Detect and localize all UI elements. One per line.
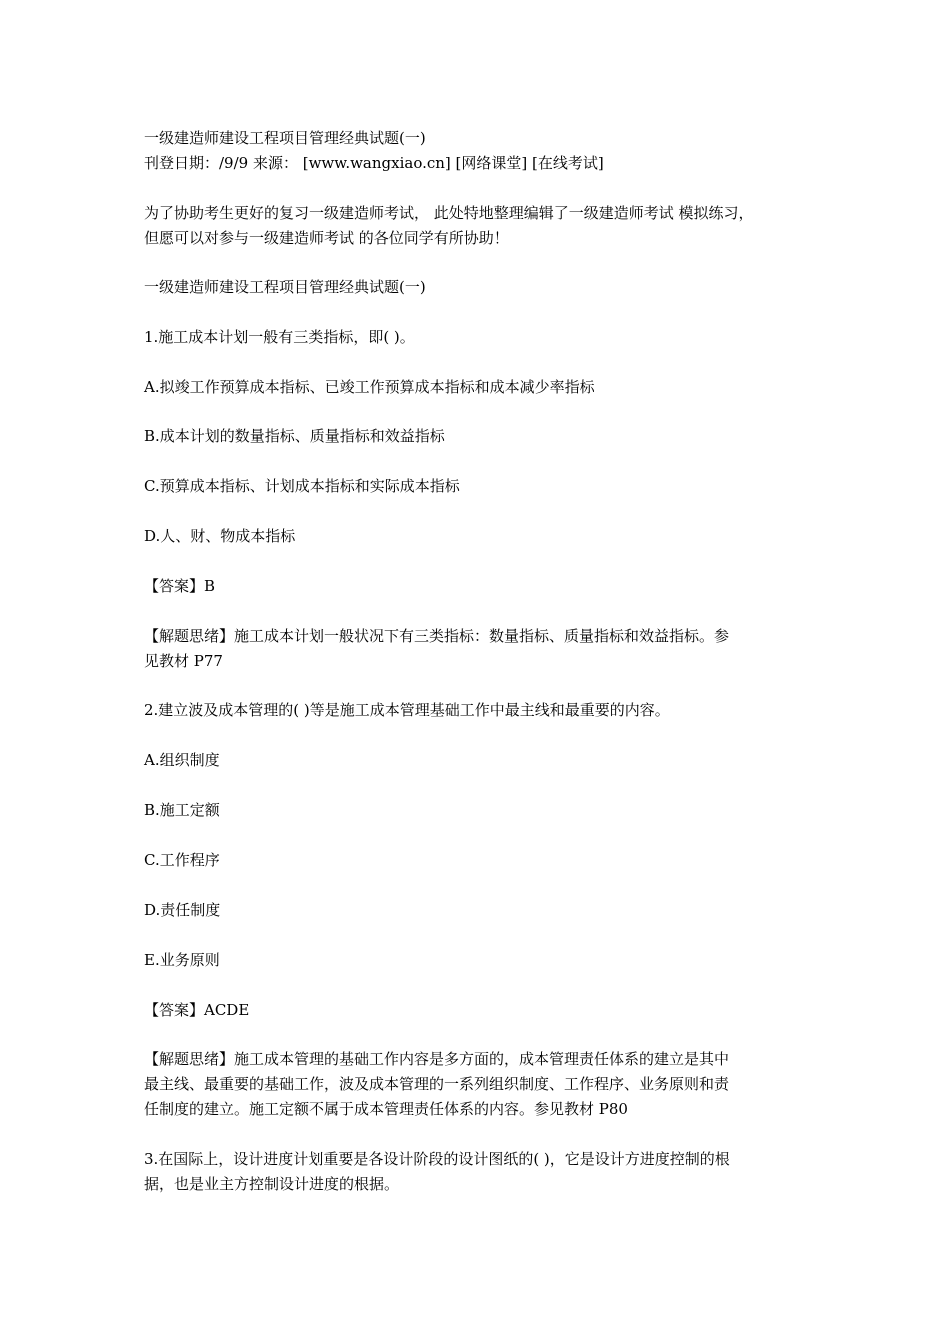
question-2-analysis-line-1: 【解题思绪】施工成本管理的基础工作内容是多方面的，成本管理责任体系的建立是其中 — [144, 1050, 730, 1068]
question-2-stem: 2.建立波及成本管理的( )等是施工成本管理基础工作中最主线和最重要的内容。 — [144, 701, 670, 719]
question-2-analysis-line-3: 任制度的建立。施工定额不属于成本管理责任体系的内容。参见教材 P80 — [144, 1100, 628, 1118]
intro-line-1: 为了协助考生更好的复习一级建造师考试， 此处特地整理编辑了一级建造师考试 模拟练习， — [144, 204, 754, 222]
question-1-analysis-line-1: 【解题思绪】施工成本计划一般状况下有三类指标：数量指标、质量指标和效益指标。参 — [144, 627, 730, 645]
question-3-stem-line-2: 据，也是业主方控制设计进度的根据。 — [144, 1175, 400, 1193]
question-2-option-c: C.工作程序 — [144, 851, 220, 869]
question-2-answer: 【答案】ACDE — [144, 1001, 250, 1019]
doc-title: 一级建造师建设工程项目管理经典试题(一) — [144, 129, 426, 147]
question-2-option-b: B.施工定额 — [144, 801, 220, 819]
doc-meta: 刊登日期：/9/9 来源： [www.wangxiao.cn] [网络课堂] [在线考试] — [144, 154, 604, 172]
question-2-option-d: D.责任制度 — [144, 901, 221, 919]
question-2-option-e: E.业务原则 — [144, 951, 220, 969]
section-title: 一级建造师建设工程项目管理经典试题(一) — [144, 278, 426, 296]
question-2-option-a: A.组织制度 — [144, 751, 220, 769]
question-1-option-b: B.成本计划的数量指标、质量指标和效益指标 — [144, 427, 445, 445]
question-3-stem-line-1: 3.在国际上，设计进度计划重要是各设计阶段的设计图纸的( )，它是设计方进度控制的根 — [144, 1150, 730, 1168]
question-1-stem: 1.施工成本计划一般有三类指标，即( )。 — [144, 328, 415, 346]
question-1-option-d: D.人、财、物成本指标 — [144, 527, 296, 545]
question-1-answer: 【答案】B — [144, 577, 216, 595]
question-1-option-a: A.拟竣工作预算成本指标、已竣工作预算成本指标和成本减少率指标 — [144, 378, 595, 396]
question-1-option-c: C.预算成本指标、计划成本指标和实际成本指标 — [144, 477, 460, 495]
question-2-analysis-line-2: 最主线、最重要的基础工作，波及成本管理的一系列组织制度、工作程序、业务原则和责 — [144, 1075, 730, 1093]
question-1-analysis-line-2: 见教材 P77 — [144, 652, 223, 670]
intro-line-2: 但愿可以对参与一级建造师考试 的各位同学有所协助！ — [144, 229, 509, 247]
